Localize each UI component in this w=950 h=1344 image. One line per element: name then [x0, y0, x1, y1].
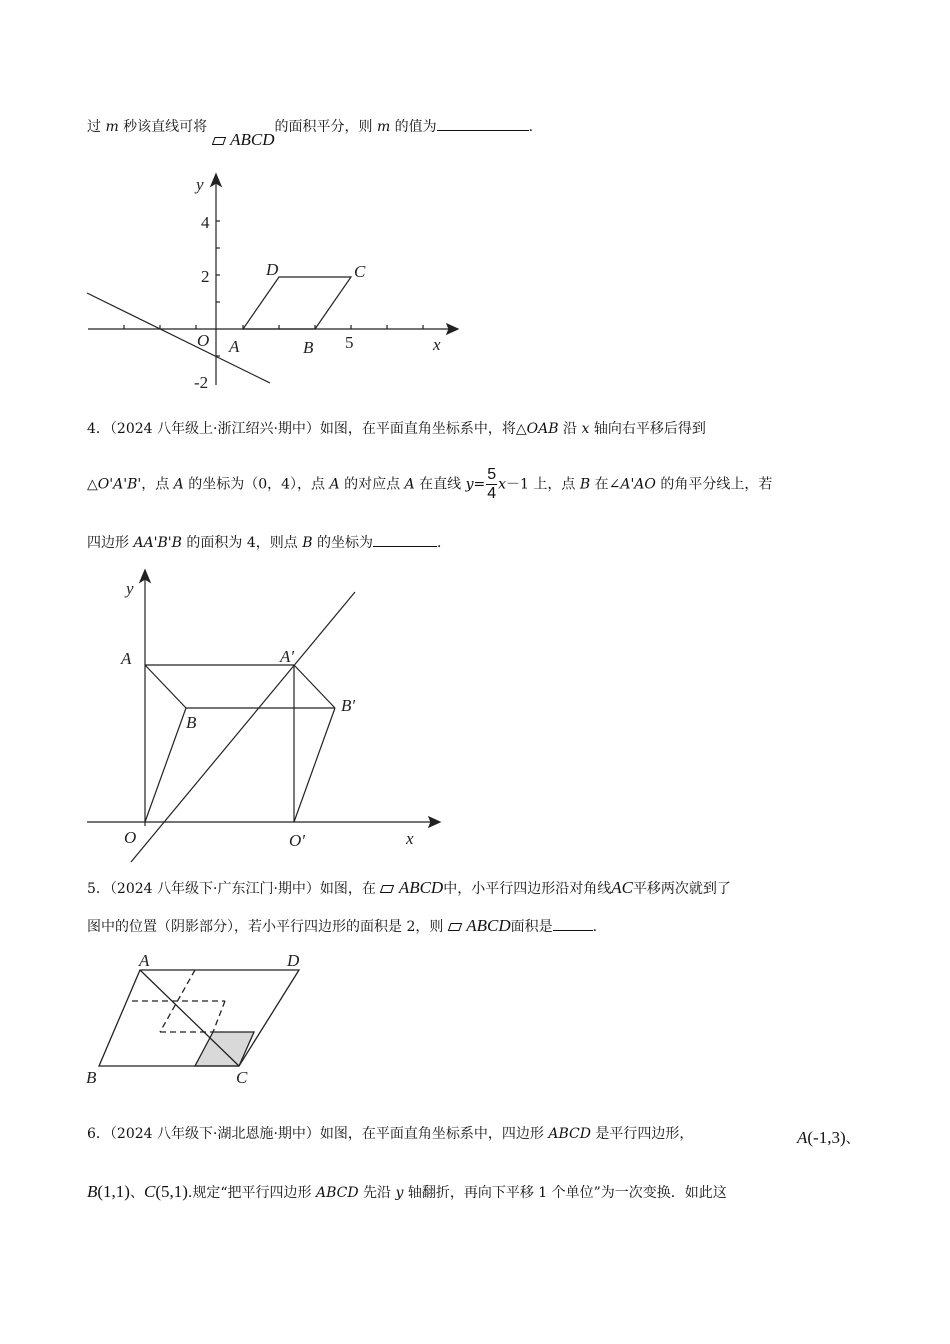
label-c: C [354, 262, 366, 281]
dashed-intermediate-parallelograms [132, 970, 225, 1032]
label-a: A [139, 951, 150, 970]
q3-tail-line: 过 m 秒该直线可将 ABCD的面积平分，则 m 的值为 . [87, 116, 533, 136]
tick-label-y-neg2: -2 [194, 373, 209, 392]
label-a: A [121, 649, 132, 668]
label-a: A [229, 337, 240, 356]
label-a-prime: A′ [280, 647, 295, 666]
label-o-prime: O′ [289, 831, 305, 850]
label-b: B [186, 713, 197, 732]
q6-line-1: 6．（2024 八年级下·湖北恩施·期中）如图，在平面直角坐标系中，四边形 ABCD 是平行四边形， [87, 1126, 694, 1142]
q4-line-3: 四边形 AA'B'B 的面积为 4，则点 B 的坐标为 . [87, 532, 441, 552]
label-d: D [287, 951, 300, 970]
tick-label-x-5: 5 [345, 333, 354, 352]
y-axis-label: y [196, 175, 204, 194]
label-d: D [266, 260, 279, 279]
parallelogram-abcd [99, 970, 299, 1066]
label-b-prime: B′ [341, 696, 356, 715]
label-o: O [124, 828, 137, 847]
fraction-5-4: $\frac{5}{4}$ [487, 466, 497, 502]
x-axis-label: x [433, 335, 441, 354]
tick-label-y-4: 4 [201, 213, 210, 232]
var-m: m [376, 119, 391, 135]
q6-point-a: A(-1,3)、 [797, 1128, 860, 1147]
label-o: O [197, 331, 210, 350]
shape-abcd: ABCD [230, 130, 275, 149]
label-b: B [303, 338, 314, 357]
y-axis-label: y [126, 579, 134, 598]
var-m: m [105, 119, 119, 135]
diagonal-ac [140, 970, 239, 1066]
x-axis-label: x [406, 829, 414, 848]
q6-line-2: B(1,1)、C(5,1).规定“把平行四边形 ABCD 先沿 y 轴翻折，再向下平移 1 个单位”为一次变换．如此这 [87, 1182, 727, 1201]
q5-line-1: 5．（2024 八年级下·广东江门·期中）如图，在 ABCD中，小平行四边形沿对角线AC平移两次就到了 [87, 878, 731, 897]
q4-line-2: △O'A'B'，点 A 的坐标为（0，4），点 A 的对应点 A 在直线 y= $\frac{5}{4}$ x－1 上，点 B 在∠A'AO 的角平分线上，若 [87, 466, 773, 502]
q5-line-2: 图中的位置（阴影部分），若小平行四边形的面积是 2，则 ABCD面积是 . [87, 916, 598, 935]
tick-label-y-2: 2 [201, 267, 210, 286]
q4-line-1: 4．（2024 八年级上·浙江绍兴·期中）如图，在平面直角坐标系中，将△OAB 沿 x 轴向右平移后得到 [87, 421, 706, 437]
label-b: B [86, 1068, 97, 1087]
label-c: C [236, 1068, 248, 1087]
